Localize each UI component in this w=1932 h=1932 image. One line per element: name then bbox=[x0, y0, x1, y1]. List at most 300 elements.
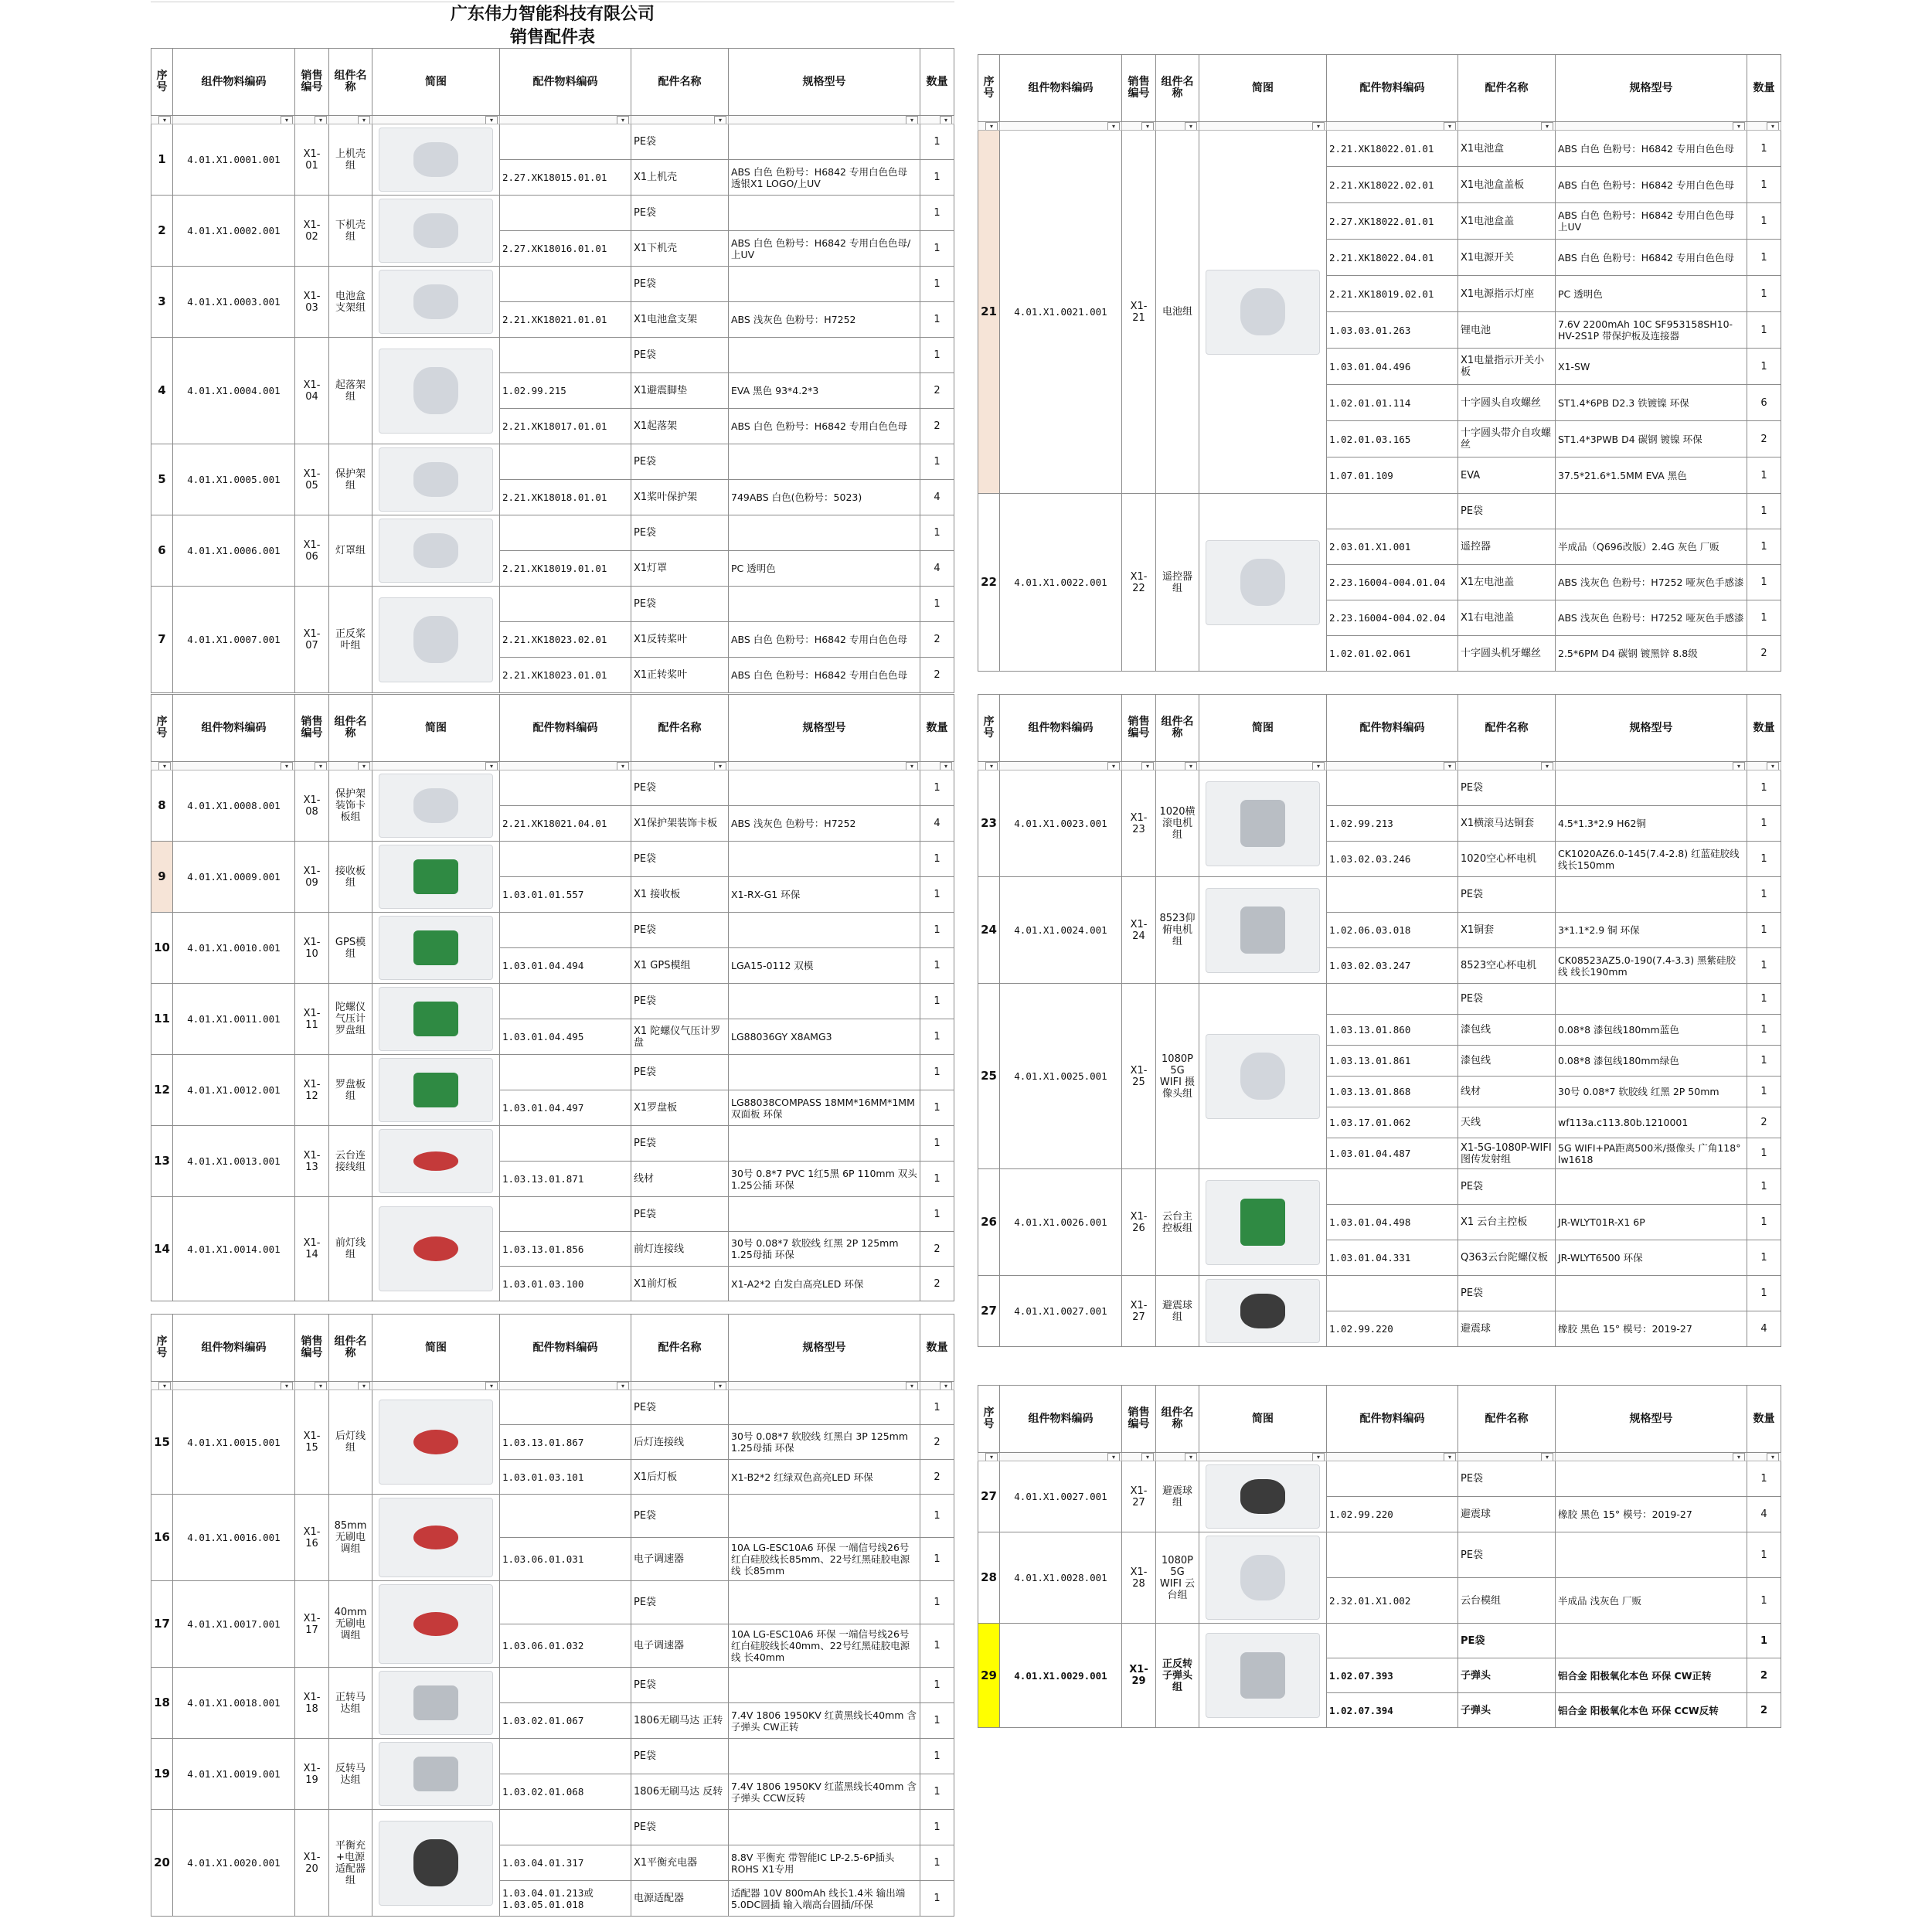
compass-board-icon bbox=[379, 1058, 492, 1122]
row-seq: 19 bbox=[151, 1739, 173, 1810]
assembly-image bbox=[1199, 1624, 1327, 1728]
assembly-image bbox=[1199, 1461, 1327, 1532]
filter-dropdown-icon[interactable]: ▾ bbox=[940, 116, 952, 124]
part-code: 1.02.07.393 bbox=[1327, 1658, 1458, 1693]
part-spec: 橡胶 黑色 15° 模号：2019-27 bbox=[1556, 1497, 1747, 1532]
part-qty: 1 bbox=[1747, 984, 1781, 1015]
filter-dropdown-icon[interactable]: ▾ bbox=[358, 116, 370, 124]
part-qty: 1 bbox=[920, 1624, 954, 1668]
part-name: PE袋 bbox=[631, 1197, 729, 1232]
sales-code: X1-27 bbox=[1122, 1461, 1156, 1532]
propeller-guard-icon bbox=[379, 447, 492, 512]
filter-cell bbox=[151, 762, 173, 770]
part-qty: 1 bbox=[1747, 565, 1781, 600]
part-code: 2.21.XK18022.02.01 bbox=[1327, 167, 1458, 203]
part-name: X1电池盒支架 bbox=[631, 302, 729, 338]
filter-dropdown-icon[interactable]: ▾ bbox=[1767, 122, 1779, 131]
filter-dropdown-icon[interactable]: ▾ bbox=[281, 762, 293, 770]
filter-dropdown-icon[interactable]: ▾ bbox=[281, 1382, 293, 1390]
part-row bbox=[151, 1581, 954, 1624]
assembly-name: 前灯线组 bbox=[329, 1197, 372, 1301]
part-name: 前灯连接线 bbox=[631, 1232, 729, 1267]
assembly-code: 4.01.X1.0001.001 bbox=[173, 124, 295, 196]
part-qty: 1 bbox=[920, 1810, 954, 1845]
filter-cell bbox=[1156, 762, 1199, 770]
assembly-image bbox=[372, 842, 500, 913]
part-row bbox=[151, 1810, 954, 1845]
filter-cell bbox=[372, 762, 500, 770]
part-qty: 1 bbox=[920, 124, 954, 160]
filter-dropdown-icon[interactable]: ▾ bbox=[1541, 1453, 1553, 1461]
filter-cell bbox=[1199, 762, 1327, 770]
filter-dropdown-icon[interactable]: ▾ bbox=[315, 116, 327, 124]
part-name: PE袋 bbox=[631, 1055, 729, 1090]
part-code: 1.03.02.03.247 bbox=[1327, 948, 1458, 984]
part-spec bbox=[1556, 770, 1747, 806]
assembly-name: 罗盘板组 bbox=[329, 1055, 372, 1126]
part-name: PE袋 bbox=[631, 984, 729, 1019]
filter-dropdown-icon[interactable]: ▾ bbox=[1107, 762, 1120, 770]
part-qty: 1 bbox=[920, 1055, 954, 1090]
battery-pack-icon bbox=[1206, 270, 1319, 355]
column-header-assembly-code: 组件物料编码 bbox=[1000, 55, 1122, 122]
filter-dropdown-icon[interactable]: ▾ bbox=[617, 116, 629, 124]
part-qty: 1 bbox=[1747, 203, 1781, 240]
assembly-code: 4.01.X1.0017.001 bbox=[173, 1581, 295, 1668]
filter-dropdown-icon[interactable]: ▾ bbox=[1733, 122, 1745, 131]
gimbal-cable-icon bbox=[379, 1129, 492, 1193]
part-name: PE袋 bbox=[1458, 877, 1556, 913]
part-spec bbox=[729, 1668, 920, 1703]
part-name: X1保护架装饰卡板 bbox=[631, 806, 729, 842]
filter-dropdown-icon[interactable]: ▾ bbox=[985, 762, 998, 770]
row-seq: 4 bbox=[151, 338, 173, 444]
part-row bbox=[151, 444, 954, 480]
filter-dropdown-icon[interactable]: ▾ bbox=[1767, 1453, 1779, 1461]
part-qty: 2 bbox=[920, 409, 954, 444]
filter-dropdown-icon[interactable]: ▾ bbox=[906, 116, 918, 124]
part-qty: 1 bbox=[920, 948, 954, 984]
part-code: 1.02.99.213 bbox=[1327, 806, 1458, 842]
filter-dropdown-icon[interactable]: ▾ bbox=[1733, 762, 1745, 770]
filter-dropdown-icon[interactable]: ▾ bbox=[158, 1382, 171, 1390]
assembly-name: 1080P 5G WIFI 摄像头组 bbox=[1156, 984, 1199, 1169]
assembly-name: 云台主控板组 bbox=[1156, 1169, 1199, 1276]
parts-table bbox=[978, 694, 1781, 1347]
filter-cell bbox=[1556, 1453, 1747, 1461]
part-code: 2.21.XK18022.01.01 bbox=[1327, 131, 1458, 167]
sales-code: X1-14 bbox=[295, 1197, 329, 1301]
part-row bbox=[978, 1169, 1781, 1205]
column-header-seq: 序号 bbox=[978, 1386, 1000, 1453]
row-seq: 8 bbox=[151, 770, 173, 842]
filter-dropdown-icon[interactable]: ▾ bbox=[1107, 1453, 1120, 1461]
part-code: 1.03.01.01.557 bbox=[500, 877, 631, 913]
assembly-image bbox=[1199, 1276, 1327, 1347]
filter-dropdown-icon[interactable]: ▾ bbox=[485, 1382, 498, 1390]
part-name: 8523空心杯电机 bbox=[1458, 948, 1556, 984]
part-spec: ABS 浅灰色 色粉号：H7252 bbox=[729, 302, 920, 338]
filter-dropdown-icon[interactable]: ▾ bbox=[315, 762, 327, 770]
column-header-qty: 数量 bbox=[920, 695, 954, 762]
part-code bbox=[500, 587, 631, 622]
filter-dropdown-icon[interactable]: ▾ bbox=[1312, 762, 1325, 770]
part-code: 1.03.17.01.062 bbox=[1327, 1107, 1458, 1138]
part-qty: 1 bbox=[1747, 877, 1781, 913]
filter-cell bbox=[978, 122, 1000, 131]
part-code: 1.03.13.01.861 bbox=[1327, 1046, 1458, 1077]
filter-dropdown-icon[interactable]: ▾ bbox=[1141, 1453, 1154, 1461]
assembly-code: 4.01.X1.0007.001 bbox=[173, 587, 295, 693]
part-qty: 1 bbox=[920, 770, 954, 806]
part-qty: 4 bbox=[1747, 1497, 1781, 1532]
filter-cell bbox=[1122, 1453, 1156, 1461]
part-code: 1.03.01.03.101 bbox=[500, 1460, 631, 1495]
part-name: PE袋 bbox=[631, 124, 729, 160]
filter-dropdown-icon[interactable]: ▾ bbox=[1141, 762, 1154, 770]
part-qty: 2 bbox=[920, 658, 954, 693]
assembly-code: 4.01.X1.0023.001 bbox=[1000, 770, 1122, 877]
part-code: 1.03.01.03.100 bbox=[500, 1267, 631, 1301]
part-qty: 1 bbox=[1747, 1046, 1781, 1077]
column-header-spec: 规格型号 bbox=[1556, 55, 1747, 122]
column-header-part-code: 配件物料编码 bbox=[1327, 55, 1458, 122]
column-header-spec: 规格型号 bbox=[729, 49, 920, 116]
sheet-title: 销售配件表 bbox=[509, 28, 595, 47]
part-code bbox=[1327, 984, 1458, 1015]
row-seq: 23 bbox=[978, 770, 1000, 877]
part-code: 2.21.XK18019.01.01 bbox=[500, 551, 631, 587]
part-qty: 1 bbox=[920, 587, 954, 622]
part-qty: 2 bbox=[920, 622, 954, 658]
filter-dropdown-icon[interactable]: ▾ bbox=[985, 1453, 998, 1461]
part-spec: 7.6V 2200mAh 10C SF953158SH10-HV-2S1P 带保护板及连接器 bbox=[1556, 312, 1747, 349]
filter-dropdown-icon[interactable]: ▾ bbox=[158, 116, 171, 124]
part-qty: 4 bbox=[1747, 1311, 1781, 1347]
part-name: X1上机壳 bbox=[631, 160, 729, 196]
parts-table bbox=[151, 48, 954, 693]
part-spec: ABS 白色 色粉号：H6842 专用白色色母 bbox=[729, 622, 920, 658]
part-spec: 37.5*21.6*1.5MM EVA 黑色 bbox=[1556, 457, 1747, 494]
column-header-sales-code: 销售编号 bbox=[295, 1315, 329, 1382]
assembly-code: 4.01.X1.0019.001 bbox=[173, 1739, 295, 1810]
filter-dropdown-icon[interactable]: ▾ bbox=[714, 116, 726, 124]
part-code: 1.07.01.109 bbox=[1327, 457, 1458, 494]
part-name: X1前灯板 bbox=[631, 1267, 729, 1301]
part-name: X1右电池盖 bbox=[1458, 600, 1556, 636]
filter-dropdown-icon[interactable]: ▾ bbox=[1185, 762, 1197, 770]
filter-dropdown-icon[interactable]: ▾ bbox=[1141, 122, 1154, 131]
part-spec: 7.4V 1806 1950KV 红蓝黑线长40mm 含子弹头 CCW反转 bbox=[729, 1774, 920, 1810]
row-seq: 14 bbox=[151, 1197, 173, 1301]
row-seq: 16 bbox=[151, 1495, 173, 1581]
assembly-name: 后灯线组 bbox=[329, 1390, 372, 1495]
part-qty: 2 bbox=[920, 1267, 954, 1301]
filter-cell bbox=[295, 762, 329, 770]
part-spec: EVA 黑色 93*4.2*3 bbox=[729, 373, 920, 409]
sales-code: X1-02 bbox=[295, 196, 329, 267]
filter-dropdown-icon[interactable]: ▾ bbox=[1541, 762, 1553, 770]
part-name: X1反转桨叶 bbox=[631, 622, 729, 658]
part-name: PE袋 bbox=[1458, 770, 1556, 806]
part-name: 漆包线 bbox=[1458, 1015, 1556, 1046]
part-name: X1平衡充电器 bbox=[631, 1845, 729, 1881]
column-header-spec: 规格型号 bbox=[729, 1315, 920, 1382]
part-code bbox=[500, 1810, 631, 1845]
part-qty: 1 bbox=[1747, 349, 1781, 385]
part-qty: 1 bbox=[920, 1703, 954, 1739]
part-spec bbox=[1556, 1169, 1747, 1205]
part-code: 2.21.XK18019.02.01 bbox=[1327, 276, 1458, 312]
filter-dropdown-icon[interactable]: ▾ bbox=[1444, 762, 1456, 770]
part-name: 锂电池 bbox=[1458, 312, 1556, 349]
column-header-image: 简图 bbox=[372, 1315, 500, 1382]
column-header-part-name: 配件名称 bbox=[1458, 1386, 1556, 1453]
filter-dropdown-icon[interactable]: ▾ bbox=[985, 122, 998, 131]
part-qty: 1 bbox=[920, 842, 954, 877]
part-spec: PC 透明色 bbox=[729, 551, 920, 587]
filter-cell bbox=[1556, 122, 1747, 131]
part-qty: 1 bbox=[1747, 494, 1781, 529]
part-name: PE袋 bbox=[631, 338, 729, 373]
assembly-code: 4.01.X1.0024.001 bbox=[1000, 877, 1122, 984]
filter-dropdown-icon[interactable]: ▾ bbox=[358, 1382, 370, 1390]
part-qty: 1 bbox=[1747, 276, 1781, 312]
part-spec bbox=[729, 1581, 920, 1624]
part-spec bbox=[729, 770, 920, 806]
assembly-code: 4.01.X1.0008.001 bbox=[173, 770, 295, 842]
part-name: X1铜套 bbox=[1458, 913, 1556, 948]
filter-dropdown-icon[interactable]: ▾ bbox=[1541, 122, 1553, 131]
filter-cell bbox=[631, 116, 729, 124]
assembly-code: 4.01.X1.0014.001 bbox=[173, 1197, 295, 1301]
part-spec: ABS 白色 色粉号：H6842 专用白色色母 bbox=[1556, 167, 1747, 203]
part-name: 遥控器 bbox=[1458, 529, 1556, 565]
part-code bbox=[500, 1390, 631, 1425]
filter-dropdown-icon[interactable]: ▾ bbox=[315, 1382, 327, 1390]
part-spec: ST1.4*6PB D2.3 铁镀镍 环保 bbox=[1556, 385, 1747, 421]
filter-cell bbox=[500, 762, 631, 770]
part-code: 2.21.XK18021.04.01 bbox=[500, 806, 631, 842]
column-header-assembly-name: 组件名称 bbox=[1156, 695, 1199, 762]
charger-icon bbox=[379, 1821, 492, 1906]
part-name: 十字圆头机牙螺丝 bbox=[1458, 636, 1556, 672]
part-code: 1.03.01.04.497 bbox=[500, 1090, 631, 1126]
filter-dropdown-icon[interactable]: ▾ bbox=[1107, 122, 1120, 131]
assembly-name: 1080P 5G WIFI 云台组 bbox=[1156, 1532, 1199, 1624]
part-spec bbox=[729, 1390, 920, 1425]
filter-dropdown-icon[interactable]: ▾ bbox=[1312, 1453, 1325, 1461]
part-name: PE袋 bbox=[631, 1739, 729, 1774]
esc-40mm-icon bbox=[379, 1584, 492, 1664]
assembly-name: 保护架组 bbox=[329, 444, 372, 515]
column-header-part-code: 配件物料编码 bbox=[1327, 1386, 1458, 1453]
part-qty: 1 bbox=[920, 1668, 954, 1703]
filter-cell bbox=[1000, 122, 1122, 131]
part-name: PE袋 bbox=[631, 267, 729, 302]
sales-code: X1-01 bbox=[295, 124, 329, 196]
part-code bbox=[500, 1126, 631, 1162]
filter-dropdown-icon[interactable]: ▾ bbox=[1185, 1453, 1197, 1461]
part-spec bbox=[729, 1495, 920, 1538]
assembly-code: 4.01.X1.0011.001 bbox=[173, 984, 295, 1055]
filter-dropdown-icon[interactable]: ▾ bbox=[1185, 122, 1197, 131]
part-name: X1电池盒 bbox=[1458, 131, 1556, 167]
part-qty: 2 bbox=[1747, 1693, 1781, 1728]
assembly-name: 接收板组 bbox=[329, 842, 372, 913]
filter-dropdown-icon[interactable]: ▾ bbox=[940, 762, 952, 770]
filter-cell bbox=[1122, 122, 1156, 131]
filter-dropdown-icon[interactable]: ▾ bbox=[1444, 122, 1456, 131]
filter-dropdown-icon[interactable]: ▾ bbox=[281, 116, 293, 124]
column-header-image: 简图 bbox=[372, 695, 500, 762]
assembly-image bbox=[1199, 770, 1327, 877]
part-qty: 1 bbox=[920, 338, 954, 373]
filter-dropdown-icon[interactable]: ▾ bbox=[158, 762, 171, 770]
part-name: 电子调速器 bbox=[631, 1538, 729, 1581]
row-seq: 18 bbox=[151, 1668, 173, 1739]
assembly-image bbox=[372, 1197, 500, 1301]
assembly-name: 电池组 bbox=[1156, 131, 1199, 494]
part-spec: 0.08*8 漆包线180mm蓝色 bbox=[1556, 1015, 1747, 1046]
part-code: 2.21.XK18021.01.01 bbox=[500, 302, 631, 338]
part-row bbox=[151, 515, 954, 551]
part-qty: 1 bbox=[1747, 1169, 1781, 1205]
filter-cell bbox=[372, 116, 500, 124]
filter-dropdown-icon[interactable]: ▾ bbox=[1312, 122, 1325, 131]
part-code bbox=[1327, 1624, 1458, 1658]
assembly-name: 上机壳组 bbox=[329, 124, 372, 196]
part-code: 1.03.02.01.067 bbox=[500, 1703, 631, 1739]
part-row bbox=[151, 267, 954, 302]
part-code: 1.03.04.01.317 bbox=[500, 1845, 631, 1881]
part-spec: CK1020AZ6.0-145(7.4-2.8) 红蓝硅胶线 线长150mm bbox=[1556, 842, 1747, 877]
part-code: 1.02.99.220 bbox=[1327, 1497, 1458, 1532]
part-code: 1.02.99.220 bbox=[1327, 1311, 1458, 1347]
assembly-name: 遥控器组 bbox=[1156, 494, 1199, 672]
part-name: PE袋 bbox=[631, 1390, 729, 1425]
filter-dropdown-icon[interactable]: ▾ bbox=[617, 1382, 629, 1390]
part-qty: 1 bbox=[1747, 1461, 1781, 1497]
assembly-code: 4.01.X1.0009.001 bbox=[173, 842, 295, 913]
part-qty: 6 bbox=[1747, 385, 1781, 421]
part-name: 线材 bbox=[631, 1162, 729, 1197]
part-name: 避震球 bbox=[1458, 1497, 1556, 1532]
column-header-seq: 序号 bbox=[151, 1315, 173, 1382]
filter-cell bbox=[729, 116, 920, 124]
filter-dropdown-icon[interactable]: ▾ bbox=[485, 116, 498, 124]
part-qty: 1 bbox=[920, 1845, 954, 1881]
part-name: EVA bbox=[1458, 457, 1556, 494]
filter-cell bbox=[173, 116, 295, 124]
part-spec bbox=[1556, 1461, 1747, 1497]
part-code: 2.03.01.X1.001 bbox=[1327, 529, 1458, 565]
filter-dropdown-icon[interactable]: ▾ bbox=[714, 1382, 726, 1390]
part-spec: 7.4V 1806 1950KV 红黄黑线长40mm 含子弹头 CW正转 bbox=[729, 1703, 920, 1739]
part-spec: 橡胶 黑色 15° 模号：2019-27 bbox=[1556, 1311, 1747, 1347]
part-spec: ABS 白色 色粉号：H6842 专用白色色母 bbox=[729, 658, 920, 693]
column-header-sales-code: 销售编号 bbox=[295, 49, 329, 116]
part-qty: 1 bbox=[920, 444, 954, 480]
assembly-image bbox=[1199, 984, 1327, 1169]
part-spec bbox=[1556, 494, 1747, 529]
sales-code: X1-25 bbox=[1122, 984, 1156, 1169]
part-name: PE袋 bbox=[631, 196, 729, 231]
row-seq: 22 bbox=[978, 494, 1000, 672]
parts-table bbox=[978, 1385, 1781, 1728]
part-spec: 10A LG-ESC10A6 环保 一端信号线26号红白硅胶线长85mm、22号红黑硅胶电源线 长85mm bbox=[729, 1538, 920, 1581]
part-qty: 1 bbox=[920, 1774, 954, 1810]
part-name: X1 接收板 bbox=[631, 877, 729, 913]
sales-code: X1-21 bbox=[1122, 131, 1156, 494]
filter-dropdown-icon[interactable]: ▾ bbox=[906, 1382, 918, 1390]
gps-module-icon bbox=[379, 916, 492, 980]
column-header-assembly-code: 组件物料编码 bbox=[1000, 1386, 1122, 1453]
filter-dropdown-icon[interactable]: ▾ bbox=[358, 762, 370, 770]
filter-dropdown-icon[interactable]: ▾ bbox=[714, 762, 726, 770]
part-row bbox=[151, 1197, 954, 1232]
part-spec bbox=[729, 587, 920, 622]
row-seq: 3 bbox=[151, 267, 173, 338]
assembly-code: 4.01.X1.0003.001 bbox=[173, 267, 295, 338]
assembly-image bbox=[1199, 131, 1327, 494]
part-qty: 1 bbox=[1747, 167, 1781, 203]
part-spec: 4.5*1.3*2.9 H62铜 bbox=[1556, 806, 1747, 842]
part-name: X1罗盘板 bbox=[631, 1090, 729, 1126]
part-code: 1.02.06.03.018 bbox=[1327, 913, 1458, 948]
row-seq: 25 bbox=[978, 984, 1000, 1169]
part-qty: 1 bbox=[920, 302, 954, 338]
pitch-motor-icon bbox=[1206, 888, 1319, 973]
filter-dropdown-icon[interactable]: ▾ bbox=[1733, 1453, 1745, 1461]
part-code bbox=[500, 842, 631, 877]
part-qty: 1 bbox=[920, 1538, 954, 1581]
part-name: X1电池盒盖板 bbox=[1458, 167, 1556, 203]
part-spec: JR-WLYT01R-X1 6P bbox=[1556, 1205, 1747, 1240]
filter-dropdown-icon[interactable]: ▾ bbox=[1444, 1453, 1456, 1461]
part-code bbox=[500, 444, 631, 480]
filter-dropdown-icon[interactable]: ▾ bbox=[617, 762, 629, 770]
filter-cell bbox=[151, 1382, 173, 1390]
part-qty: 1 bbox=[920, 1197, 954, 1232]
column-header-part-name: 配件名称 bbox=[1458, 695, 1556, 762]
company-name: 广东伟力智能科技有限公司 bbox=[450, 5, 655, 24]
part-spec: X1-SW bbox=[1556, 349, 1747, 385]
filter-dropdown-icon[interactable]: ▾ bbox=[940, 1382, 952, 1390]
part-qty: 1 bbox=[920, 1495, 954, 1538]
filter-cell bbox=[631, 1382, 729, 1390]
part-code: 1.03.01.04.331 bbox=[1327, 1240, 1458, 1276]
filter-cell bbox=[978, 1453, 1000, 1461]
part-qty: 1 bbox=[920, 1739, 954, 1774]
filter-dropdown-icon[interactable]: ▾ bbox=[906, 762, 918, 770]
filter-cell bbox=[978, 762, 1000, 770]
part-spec: X1-RX-G1 环保 bbox=[729, 877, 920, 913]
column-header-assembly-code: 组件物料编码 bbox=[173, 695, 295, 762]
part-code: 1.02.01.02.061 bbox=[1327, 636, 1458, 672]
part-spec: 适配器 10V 800mAh 线长1.4米 输出端5.0DC圆插 输入端高台圆插/环保 bbox=[729, 1881, 920, 1917]
filter-dropdown-icon[interactable]: ▾ bbox=[1767, 762, 1779, 770]
filter-cell bbox=[1199, 122, 1327, 131]
gimbal-assembly-icon bbox=[1206, 1536, 1319, 1620]
assembly-name: 下机壳组 bbox=[329, 196, 372, 267]
filter-cell bbox=[1327, 122, 1458, 131]
part-spec bbox=[729, 1197, 920, 1232]
column-header-image: 简图 bbox=[372, 49, 500, 116]
part-qty: 2 bbox=[920, 1425, 954, 1460]
upper-shell-icon bbox=[379, 128, 492, 192]
filter-dropdown-icon[interactable]: ▾ bbox=[485, 762, 498, 770]
